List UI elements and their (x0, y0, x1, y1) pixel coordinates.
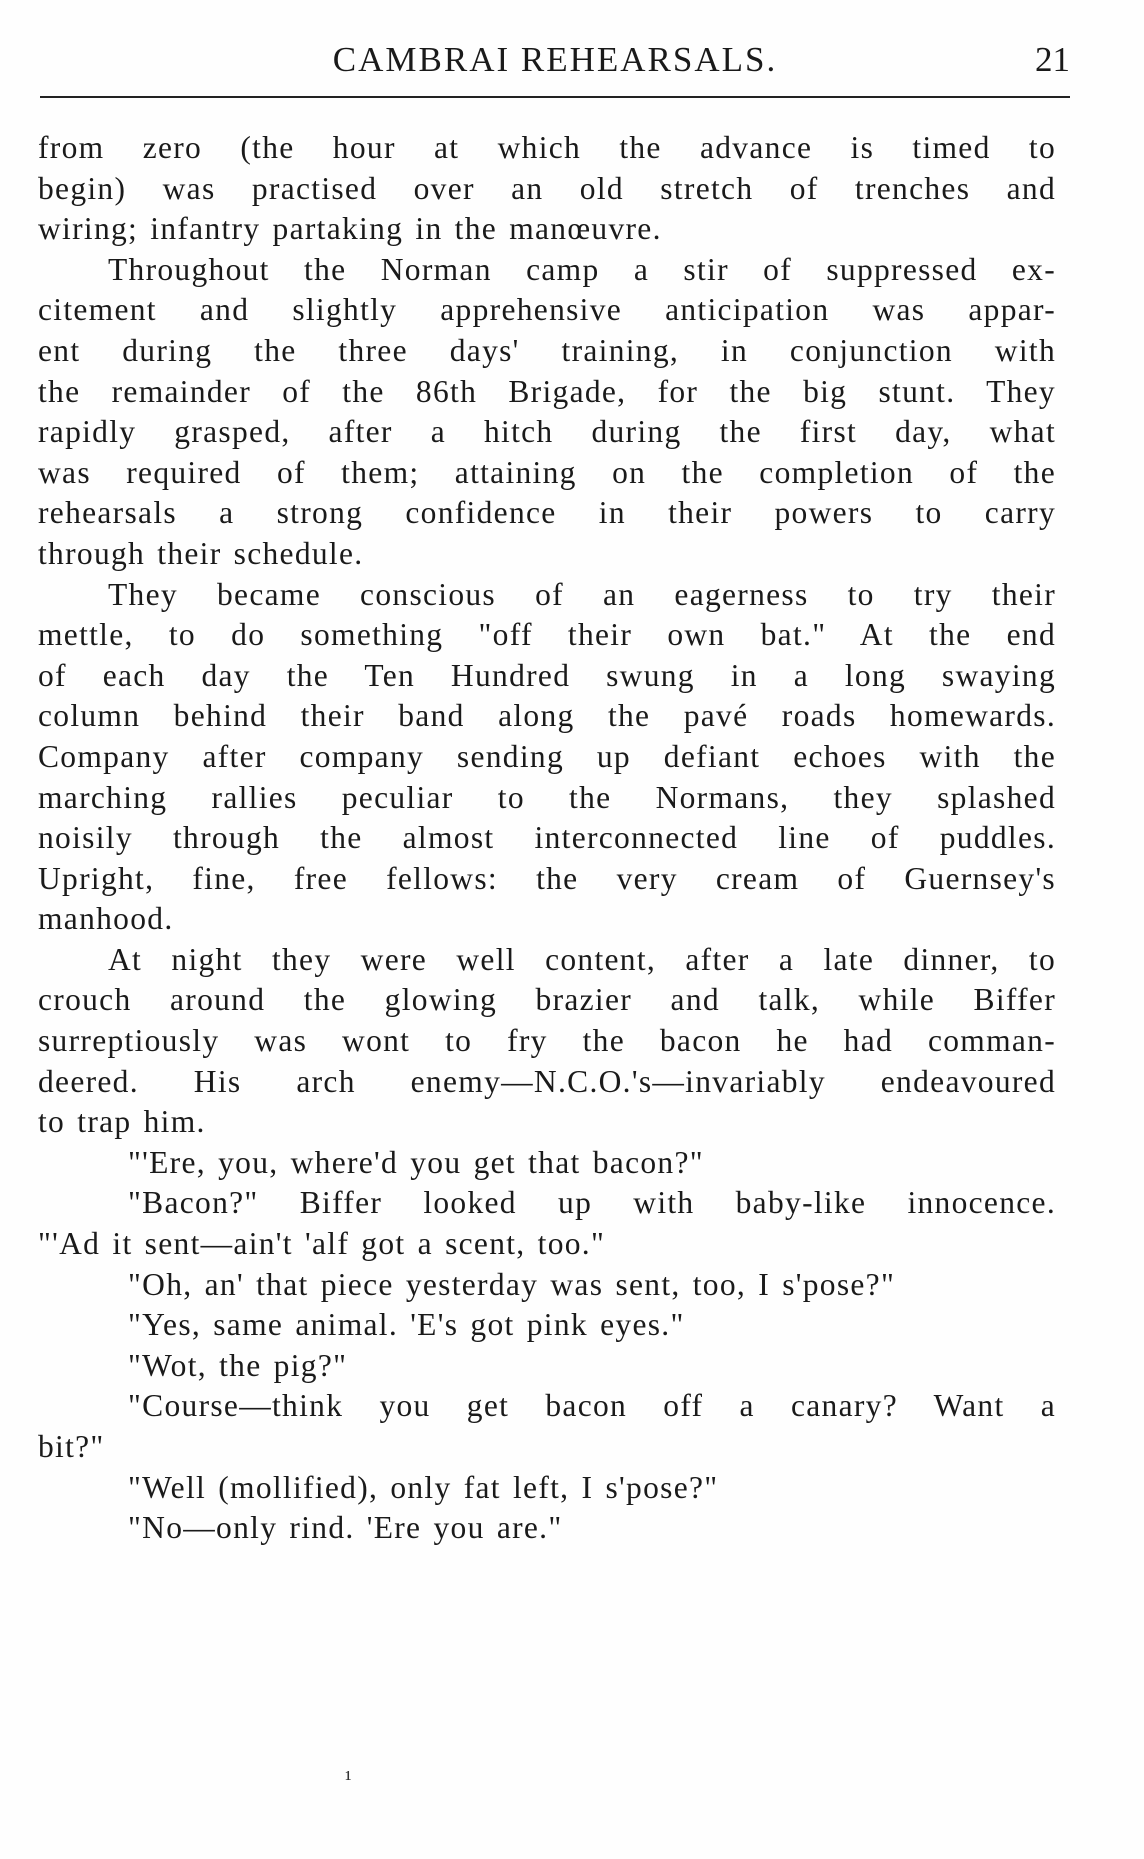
text-line: surreptiously was wont to fry the bacon he had comman- (38, 1023, 1056, 1059)
text-line: to trap him. (38, 1104, 206, 1140)
dialogue-line: "'Ad it sent—ain't 'alf got a scent, too." (38, 1226, 606, 1262)
text-line: wiring; infantry partaking in the manœuvre. (38, 211, 662, 247)
text-line: column behind their band along the pavé roads homewards. (38, 698, 1056, 734)
text-line: through their schedule. (38, 535, 364, 571)
body-text (38, 128, 1056, 1549)
header-rule (40, 96, 1070, 98)
running-title: CAMBRAI REHEARSALS. (332, 40, 778, 79)
dialogue-line: "Yes, same animal. 'E's got pink eyes." (128, 1307, 685, 1343)
text-line: was required of them; attaining on the completion of the (38, 454, 1056, 490)
text-line: rapidly grasped, after a hitch during the first day, what (38, 414, 1056, 450)
text-line: from zero (the hour at which the advance is timed to (38, 130, 1056, 165)
dialogue-line: "'Ere, you, where'd you get that bacon?" (128, 1144, 704, 1180)
text-line: At night they were well content, after a late dinner, to (108, 941, 1056, 977)
page-number: 21 (1035, 40, 1070, 79)
dialogue-line: "No—only rind. 'Ere you are." (128, 1510, 563, 1546)
text-line: citement and slightly apprehensive anticipation was appar- (38, 292, 1056, 328)
text-line: begin) was practised over an old stretch of trenches and (38, 170, 1056, 206)
text-line: ent during the three days' training, in conjunction with (38, 332, 1056, 368)
text-line: deered. His arch enemy—N.C.O.'s—invariably endeavoured (38, 1063, 1056, 1099)
dialogue-line: bit?" (38, 1429, 105, 1464)
text-line: Company after company sending up defiant echoes with the (38, 738, 1056, 774)
text-line: crouch around the glowing brazier and talk, while Biffer (38, 982, 1056, 1018)
dialogue-line: "Bacon?" Biffer looked up with baby-like innocence. (128, 1185, 1056, 1221)
text-line: noisily through the almost interconnected line of puddles. (38, 820, 1056, 856)
text-line: Throughout the Norman camp a stir of suppressed ex- (108, 251, 1056, 287)
dialogue-line: "Course—think you get bacon off a canary? Want a (128, 1388, 1056, 1424)
dialogue-line: "Wot, the pig?" (128, 1347, 348, 1383)
footer-mark: ¹ (345, 1766, 352, 1791)
text-line: rehearsals a strong confidence in their powers to carry (38, 495, 1056, 531)
text-line: mettle, to do something "off their own bat." At the end (38, 617, 1056, 653)
dialogue-line: "Oh, an' that piece yesterday was sent, too, I s'pose?" (128, 1266, 896, 1302)
text-line: the remainder of the 86th Brigade, for the big stunt. They (38, 373, 1056, 409)
text-line: manhood. (38, 901, 174, 937)
text-line: They became conscious of an eagerness to try their (108, 576, 1056, 612)
text-line: marching rallies peculiar to the Normans, they splashed (38, 779, 1056, 815)
text-line: Upright, fine, free fellows: the very cream of Guernsey's (38, 860, 1056, 896)
text-line: of each day the Ten Hundred swung in a long swaying (38, 657, 1056, 693)
page-header (40, 30, 1070, 90)
dialogue-line: "Well (mollified), only fat left, I s'pose?" (128, 1469, 719, 1505)
